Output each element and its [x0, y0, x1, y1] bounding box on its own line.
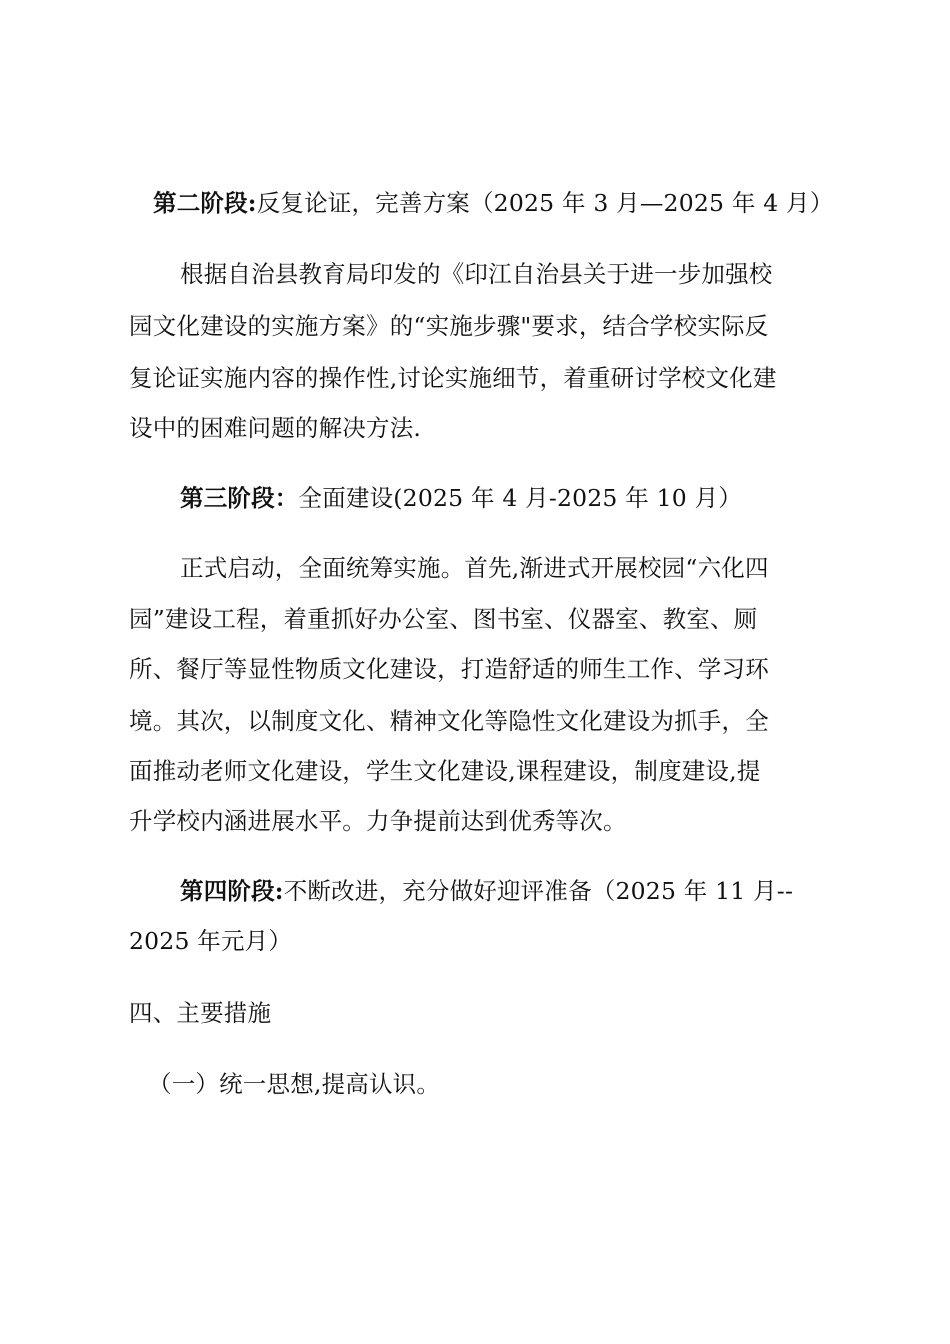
stage3-body-line-3: 所、餐厅等显性物质文化建设，打造舒适的师生工作、学习环 [129, 655, 769, 683]
stage3-body-line-4: 境。其次，以制度文化、精神文化等隐性文化建设为抓手，全 [129, 707, 769, 735]
stage2-body-line-3: 复论证实施内容的操作性,讨论实施细节，着重研讨学校文化建 [129, 364, 777, 392]
section4-title: 四、主要措施 [129, 999, 272, 1027]
stage3-body-line-5: 面推动老师文化建设，学生文化建设,课程建设，制度建设,提 [129, 757, 761, 785]
stage2-body-line-4: 设中的困难问题的解决方法. [129, 414, 422, 442]
stage2-label: 第二阶段: [153, 189, 257, 217]
stage2-body-line-2: 园文化建设的实施方案》的“实施步骤"要求，结合学校实际反 [129, 312, 769, 340]
stage3-body-line-1: 正式启动，全面统筹实施。首先,渐进式开展校园“六化四 [180, 554, 769, 582]
stage4-text: 不断改进，充分做好迎评准备（2025 年 11 月-- [283, 877, 794, 905]
subsection1-title: （一）统一思想,提高认识。 [148, 1070, 441, 1098]
stage3-body-line-6: 升学校内涵进展水平。力争提前达到优秀等次。 [129, 807, 627, 835]
stage2-text: 反复论证，完善方案（2025 年 3 月—2025 年 4 月） [256, 189, 834, 217]
stage4-label: 第四阶段: [180, 877, 284, 905]
stage4-heading-continued: 2025 年元月） [129, 927, 293, 955]
stage2-heading [153, 187, 853, 219]
stage3-label: 第三阶段： [180, 484, 299, 512]
stage4-heading [180, 875, 880, 907]
stage3-heading [180, 482, 880, 514]
stage3-text: 全面建设(2025 年 4 月-2025 年 10 月） [298, 484, 742, 512]
stage3-body-line-2: 园”建设工程，着重抓好办公室、图书室、仪器室、教室、厕 [129, 605, 758, 633]
stage2-body-line-1: 根据自治县教育局印发的《印江自治县关于进一步加强校 [180, 260, 773, 288]
